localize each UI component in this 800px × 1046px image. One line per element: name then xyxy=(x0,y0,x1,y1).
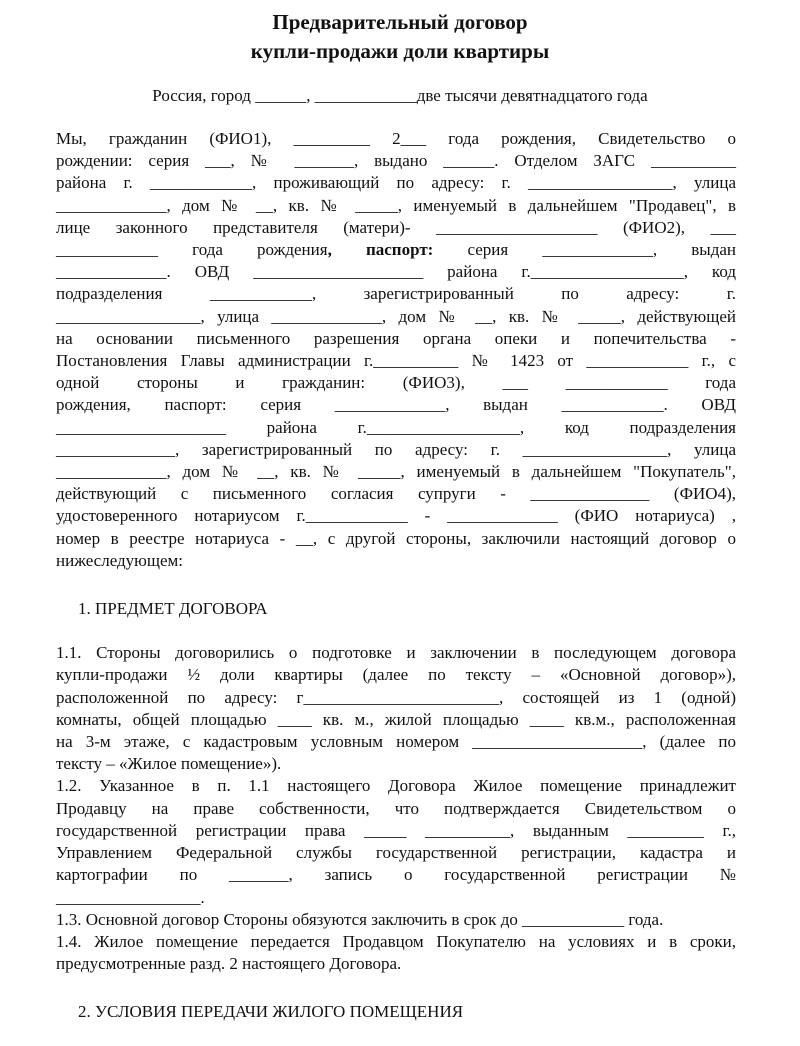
text-line: предусмотренные разд. 2 настоящего Договора. xyxy=(56,954,402,974)
section-1-heading: 1. ПРЕДМЕТ ДОГОВОРА xyxy=(78,599,268,619)
text-line: рождении: серия ___, № _______, выдано ______. Отделом ЗАГС __________ xyxy=(56,151,736,171)
place-date-line: Россия, город ______, ____________две тысячи девятнадцатого года xyxy=(152,86,648,105)
text-line: комнаты, общей площадью ____ кв. м., жилой площадью ____ кв.м., расположенная xyxy=(56,709,736,729)
preamble-paragraph xyxy=(56,128,736,572)
text-line: купли-продажи ½ доли квартиры (далее по тексту – «Основной договор»), xyxy=(56,665,736,685)
text-line: района г. ____________, проживающий по адресу: г. _________________, улица xyxy=(56,173,736,193)
text-line: нижеследующем: xyxy=(56,550,184,570)
text-line: ______________, зарегистрированный по адресу: г. _________________, улица xyxy=(56,439,736,459)
bold-text: , паспорт: xyxy=(327,240,434,260)
text-line: _____________. ОВД ____________________ района г.__________________, код xyxy=(56,262,736,282)
text-line xyxy=(56,239,736,261)
text-line: лице законного представителя (матери)- ___________________ (ФИО2), ___ xyxy=(56,217,736,237)
text-segment: серия _____________, выдан xyxy=(433,240,736,260)
title-line-1: Предварительный договор xyxy=(272,10,528,34)
section-2-heading: 2. УСЛОВИЯ ПЕРЕДАЧИ ЖИЛОГО ПОМЕЩЕНИЯ xyxy=(78,1002,464,1022)
document-body xyxy=(56,128,736,1046)
text-line: тексту – «Жилое помещение»). xyxy=(56,754,282,774)
text-line: 1.1. Стороны договорились о подготовке и заключении в последующем договора xyxy=(56,643,736,663)
text-line: _____________, дом № __, кв. № _____, именуемый в дальнейшем "Покупатель", xyxy=(56,462,736,482)
text-line: картографии по _______, запись о государственной регистрации № xyxy=(56,865,736,885)
text-line: государственной регистрации права _____ __________, выданным _________ г., xyxy=(56,820,736,840)
text-line: Продавцу на праве собственности, что подтверждается Свидетельством о xyxy=(56,798,736,818)
document-title xyxy=(0,8,800,66)
text-line: одной стороны и гражданин: (ФИО3), ___ ____________ года xyxy=(56,373,736,393)
text-line: _____________, дом № __, кв. № _____, именуемый в дальнейшем "Продавец", в xyxy=(56,195,736,215)
text-line: номер в реестре нотариуса - __, с другой стороны, заключили настоящий договор о xyxy=(56,528,736,548)
text-line: действующий с письменного согласия супруги - ______________ (ФИО4), xyxy=(56,484,736,504)
text-line: подразделения ____________, зарегистрированный по адресу: г. xyxy=(56,284,736,304)
text-line: на 3-м этаже, с кадастровым условным номером ____________________, (далее по xyxy=(56,732,736,752)
text-line: 1.2. Указанное в п. 1.1 настоящего Договора Жилое помещение принадлежит xyxy=(56,776,736,796)
text-segment: ____________ года рождения xyxy=(56,240,328,260)
text-line: ____________________ района г.__________________, код подразделения xyxy=(56,417,736,437)
text-line: Мы, гражданин (ФИО1), _________ 2___ года рождения, Свидетельство о xyxy=(56,129,736,148)
text-line: _________________, улица _____________, дом № __, кв. № _____, действующей xyxy=(56,306,736,326)
section-1-text xyxy=(56,642,736,975)
text-line: 1.3. Основной договор Стороны обязуются заключить в срок до ____________ года. xyxy=(56,909,664,929)
text-line: Постановления Главы администрации г.__________ № 1423 от ____________ г., с xyxy=(56,351,736,371)
text-line: на основании письменного разрешения органа опеки и попечительства - xyxy=(56,328,736,348)
text-line: _________________. xyxy=(56,887,205,907)
text-line: 1.4. Жилое помещение передается Продавцом Покупателю на условиях и в сроки, xyxy=(56,931,736,951)
text-line: расположенной по адресу: г_______________________, состоящей из 1 (одной) xyxy=(56,687,736,707)
text-line: Управлением Федеральной службы государственной регистрации, кадастра и xyxy=(56,843,736,863)
title-line-2: купли-продажи доли квартиры xyxy=(250,39,550,63)
text-line: рождения, паспорт: серия _____________, выдан ____________. ОВД xyxy=(56,395,736,415)
text-line: удостоверенного нотариусом г.____________ - _____________ (ФИО нотариуса) , xyxy=(56,506,736,526)
document-page xyxy=(0,8,800,1022)
